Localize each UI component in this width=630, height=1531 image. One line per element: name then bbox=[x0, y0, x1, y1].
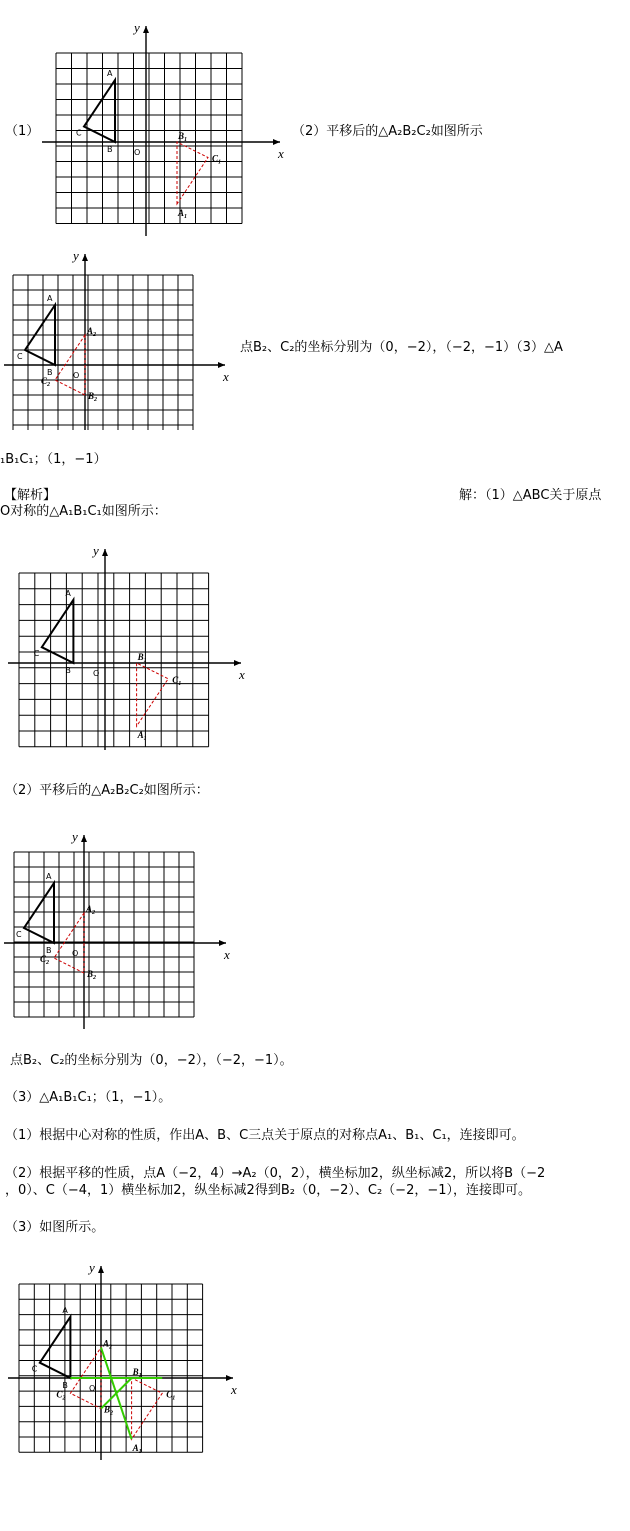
triangle-abc bbox=[84, 80, 115, 142]
label-c1: $C_1$ bbox=[172, 674, 182, 687]
triangle-abc bbox=[42, 600, 74, 663]
label-c: C bbox=[31, 1364, 38, 1374]
coordinate-grid-figure bbox=[0, 1262, 245, 1462]
label-b1: $B_1$ bbox=[137, 652, 147, 664]
label-c2: $C_2$ bbox=[40, 954, 50, 966]
figure-translation-2 bbox=[0, 825, 240, 1039]
label-a2: $A_2$ bbox=[103, 1338, 113, 1351]
x-axis-arrow-icon bbox=[234, 660, 241, 666]
x-axis-arrow-icon bbox=[226, 1375, 233, 1381]
triangle-a1b1c1 bbox=[137, 663, 169, 726]
x-axis-label: x bbox=[224, 947, 230, 962]
answer-part3-text: ₁B₁C₁；（1，−1） bbox=[0, 452, 107, 467]
origin-label: O bbox=[89, 1384, 96, 1393]
label-b2: $B_2$ bbox=[88, 391, 98, 403]
label-a: A bbox=[46, 872, 52, 881]
y-axis-arrow-icon bbox=[98, 1266, 104, 1273]
y-axis-arrow-icon bbox=[102, 549, 108, 556]
label-b1: $B_1$ bbox=[178, 131, 188, 143]
label-a1: $A_1$ bbox=[132, 1443, 142, 1456]
x-axis-arrow-icon bbox=[273, 139, 280, 145]
label-b2: $B_2$ bbox=[104, 1404, 114, 1417]
y-axis-arrow-icon bbox=[81, 835, 87, 842]
y-axis-label: y bbox=[89, 1262, 95, 1275]
segment-b1-b2 bbox=[101, 1378, 132, 1409]
label-a1: $A_1$ bbox=[137, 730, 147, 743]
triangle-a1b1c1 bbox=[177, 142, 208, 204]
label-a: A bbox=[65, 588, 71, 598]
label-b: B bbox=[47, 368, 53, 377]
origin-label: O bbox=[73, 371, 80, 380]
y-axis-arrow-icon bbox=[82, 254, 88, 261]
label-c2: $C_2$ bbox=[41, 376, 51, 388]
label-a1: $A_1$ bbox=[178, 208, 188, 220]
label-a2: $A_2$ bbox=[87, 326, 97, 338]
x-axis-label: x bbox=[223, 369, 229, 384]
solution-part2: （2）平移后的△A₂B₂C₂如图所示： bbox=[5, 783, 209, 798]
label-a2: $A_2$ bbox=[86, 904, 96, 916]
triangle-a1b1c1 bbox=[132, 1378, 163, 1439]
answer-part2-coords: 点B₂、C₂的坐标分别为（0，−2），（−2，−1）（3）△A bbox=[240, 340, 563, 355]
figure-rotation-2 bbox=[0, 545, 250, 754]
answer-part2-text: （2）平移后的△A₂B₂C₂如图所示 bbox=[292, 124, 483, 139]
label-c: C bbox=[17, 352, 23, 361]
label-a: A bbox=[107, 69, 113, 78]
label-b: B bbox=[62, 1381, 68, 1390]
label-b2: $B_2$ bbox=[87, 969, 97, 981]
solution-part3: （3）△A₁B₁C₁；（1，−1）。 bbox=[5, 1090, 172, 1105]
analysis-heading: 【解析】 bbox=[4, 488, 57, 503]
label-b: B bbox=[107, 145, 113, 154]
label-c1: $C_1$ bbox=[212, 153, 222, 166]
solution-coords: 点B₂、C₂的坐标分别为（0，−2），（−2，−1）。 bbox=[10, 1053, 293, 1068]
solution-intro: 解：（1）△ABC关于原点 bbox=[459, 488, 602, 503]
coordinate-grid-figure bbox=[0, 825, 240, 1035]
label-c1: $C_1$ bbox=[166, 1389, 176, 1402]
explain-part1: （1）根据中心对称的性质，作出A、B、C三点关于原点的对称点A₁、B₁、C₁，连接即可。 bbox=[5, 1128, 525, 1143]
triangle-abc bbox=[40, 1317, 71, 1378]
label-a: A bbox=[62, 1305, 68, 1315]
explain-part2-line1: （2）根据平移的性质，点A（−2，4）→A₂（0，2），横坐标加2，纵坐标减2，所以将B（−2 bbox=[5, 1166, 546, 1181]
label-b1: $B_1$ bbox=[132, 1367, 142, 1379]
coordinate-grid-figure bbox=[0, 545, 250, 750]
origin-label: O bbox=[93, 669, 100, 678]
answer-part1-label: （1） bbox=[5, 124, 40, 139]
y-axis-label: y bbox=[72, 829, 78, 844]
coordinate-grid-figure bbox=[0, 250, 240, 430]
explain-part2-line2: ，0）、C（−4，1）横坐标加2，纵坐标减2得到B₂（0，−2）、C₂（−2，−1），连接即可。 bbox=[5, 1183, 532, 1198]
label-c: C bbox=[33, 649, 40, 659]
y-axis-arrow-icon bbox=[143, 26, 149, 33]
y-axis-label: y bbox=[73, 250, 79, 263]
y-axis-label: y bbox=[93, 545, 99, 558]
x-axis-arrow-icon bbox=[218, 362, 225, 368]
label-b: B bbox=[46, 946, 52, 955]
y-axis-label: y bbox=[134, 20, 140, 35]
figure-combined bbox=[0, 1262, 245, 1466]
origin-label: O bbox=[72, 949, 79, 958]
label-a: A bbox=[47, 294, 53, 303]
label-c: C bbox=[16, 930, 22, 939]
coordinate-grid-figure bbox=[0, 0, 290, 240]
origin-label: O bbox=[134, 148, 141, 157]
label-b: B bbox=[65, 666, 71, 675]
label-c: C bbox=[76, 128, 82, 138]
explain-part3: （3）如图所示。 bbox=[5, 1220, 105, 1235]
x-axis-label: x bbox=[278, 146, 284, 161]
x-axis-arrow-icon bbox=[219, 940, 226, 946]
x-axis-label: x bbox=[239, 667, 245, 682]
solution-part1: O对称的△A₁B₁C₁如图所示： bbox=[0, 504, 167, 519]
figure-rotation-1 bbox=[0, 0, 290, 244]
label-c2: $C_2$ bbox=[56, 1389, 66, 1402]
x-axis-label: x bbox=[231, 1382, 237, 1397]
figure-translation-1 bbox=[0, 250, 240, 434]
